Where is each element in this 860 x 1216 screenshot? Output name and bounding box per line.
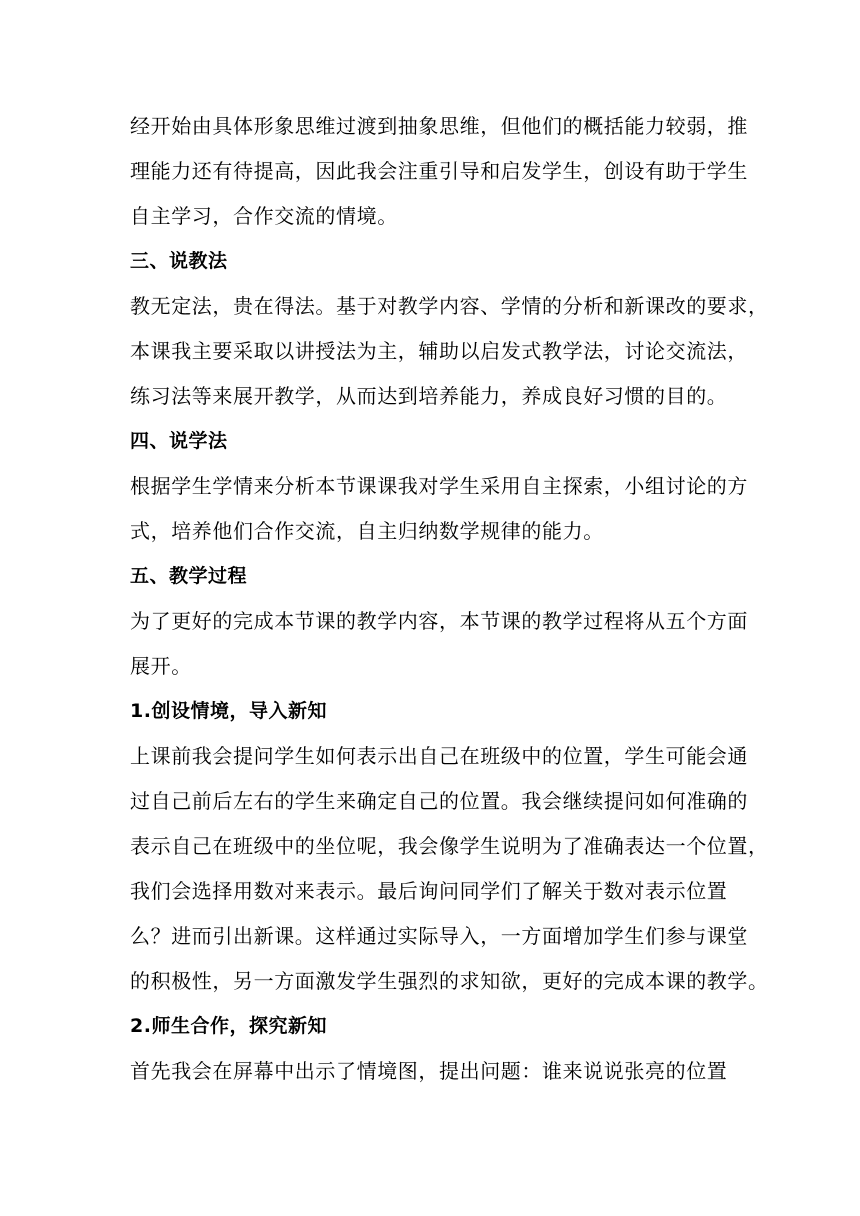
text-line: 自主学习，合作交流的情境。 (130, 204, 398, 228)
document-body (130, 104, 769, 1094)
subheading-create-situation: 1.创设情境，导入新知 (130, 700, 327, 722)
paragraph-student-analysis (130, 104, 748, 239)
text-line: 首先我会在屏幕中出示了情境图，提出问题：谁来说说张亮的位置 (130, 1059, 728, 1083)
text-line: 教无定法，贵在得法。基于对教学内容、学情的分析和新课改的要求， (130, 294, 769, 318)
subheading-teacher-student-cooperation: 2.师生合作，探究新知 (130, 1015, 327, 1037)
paragraph-teacher-student-cooperation (130, 1049, 735, 1094)
text-line: 过自己前后左右的学生来确定自己的位置。我会继续提问如何准确的 (130, 789, 748, 813)
text-line: 么？进而引出新课。这样通过实际导入，一方面增加学生们参与课堂 (130, 924, 748, 948)
text-line: 式，培养他们合作交流，自主归纳数学规律的能力。 (130, 519, 604, 543)
text-line: 上课前我会提问学生如何表示出自己在班级中的位置，学生可能会通 (130, 744, 748, 768)
section-heading-teaching-process: 五、教学过程 (130, 565, 248, 587)
paragraph-teaching-method (130, 284, 769, 419)
text-line: 本课我主要采取以讲授法为主，辅助以启发式教学法，讨论交流法， (130, 339, 748, 363)
section-heading-teaching-method: 三、说教法 (130, 250, 228, 272)
paragraph-create-situation (130, 734, 769, 1004)
text-line: 经开始由具体形象思维过渡到抽象思维，但他们的概括能力较弱，推 (130, 114, 748, 138)
text-line: 的积极性，另一方面激发学生强烈的求知欲，更好的完成本课的教学。 (130, 969, 769, 993)
text-line: 根据学生学情来分析本节课课我对学生采用自主探索，小组讨论的方 (130, 474, 748, 498)
text-line: 为了更好的完成本节课的教学内容，本节课的教学过程将从五个方面 (130, 609, 748, 633)
text-line: 理能力还有待提高，因此我会注重引导和启发学生，创设有助于学生 (130, 159, 748, 183)
text-line: 我们会选择用数对来表示。最后询问同学们了解关于数对表示位置 (130, 879, 728, 903)
text-line: 练习法等来展开教学，从而达到培养能力，养成良好习惯的目的。 (130, 384, 728, 408)
paragraph-learning-method (130, 464, 748, 554)
text-line: 展开。 (130, 654, 192, 678)
paragraph-teaching-process-intro (130, 599, 748, 689)
text-line: 表示自己在班级中的坐位呢，我会像学生说明为了准确表达一个位置， (130, 834, 769, 858)
section-heading-learning-method: 四、说学法 (130, 430, 228, 452)
